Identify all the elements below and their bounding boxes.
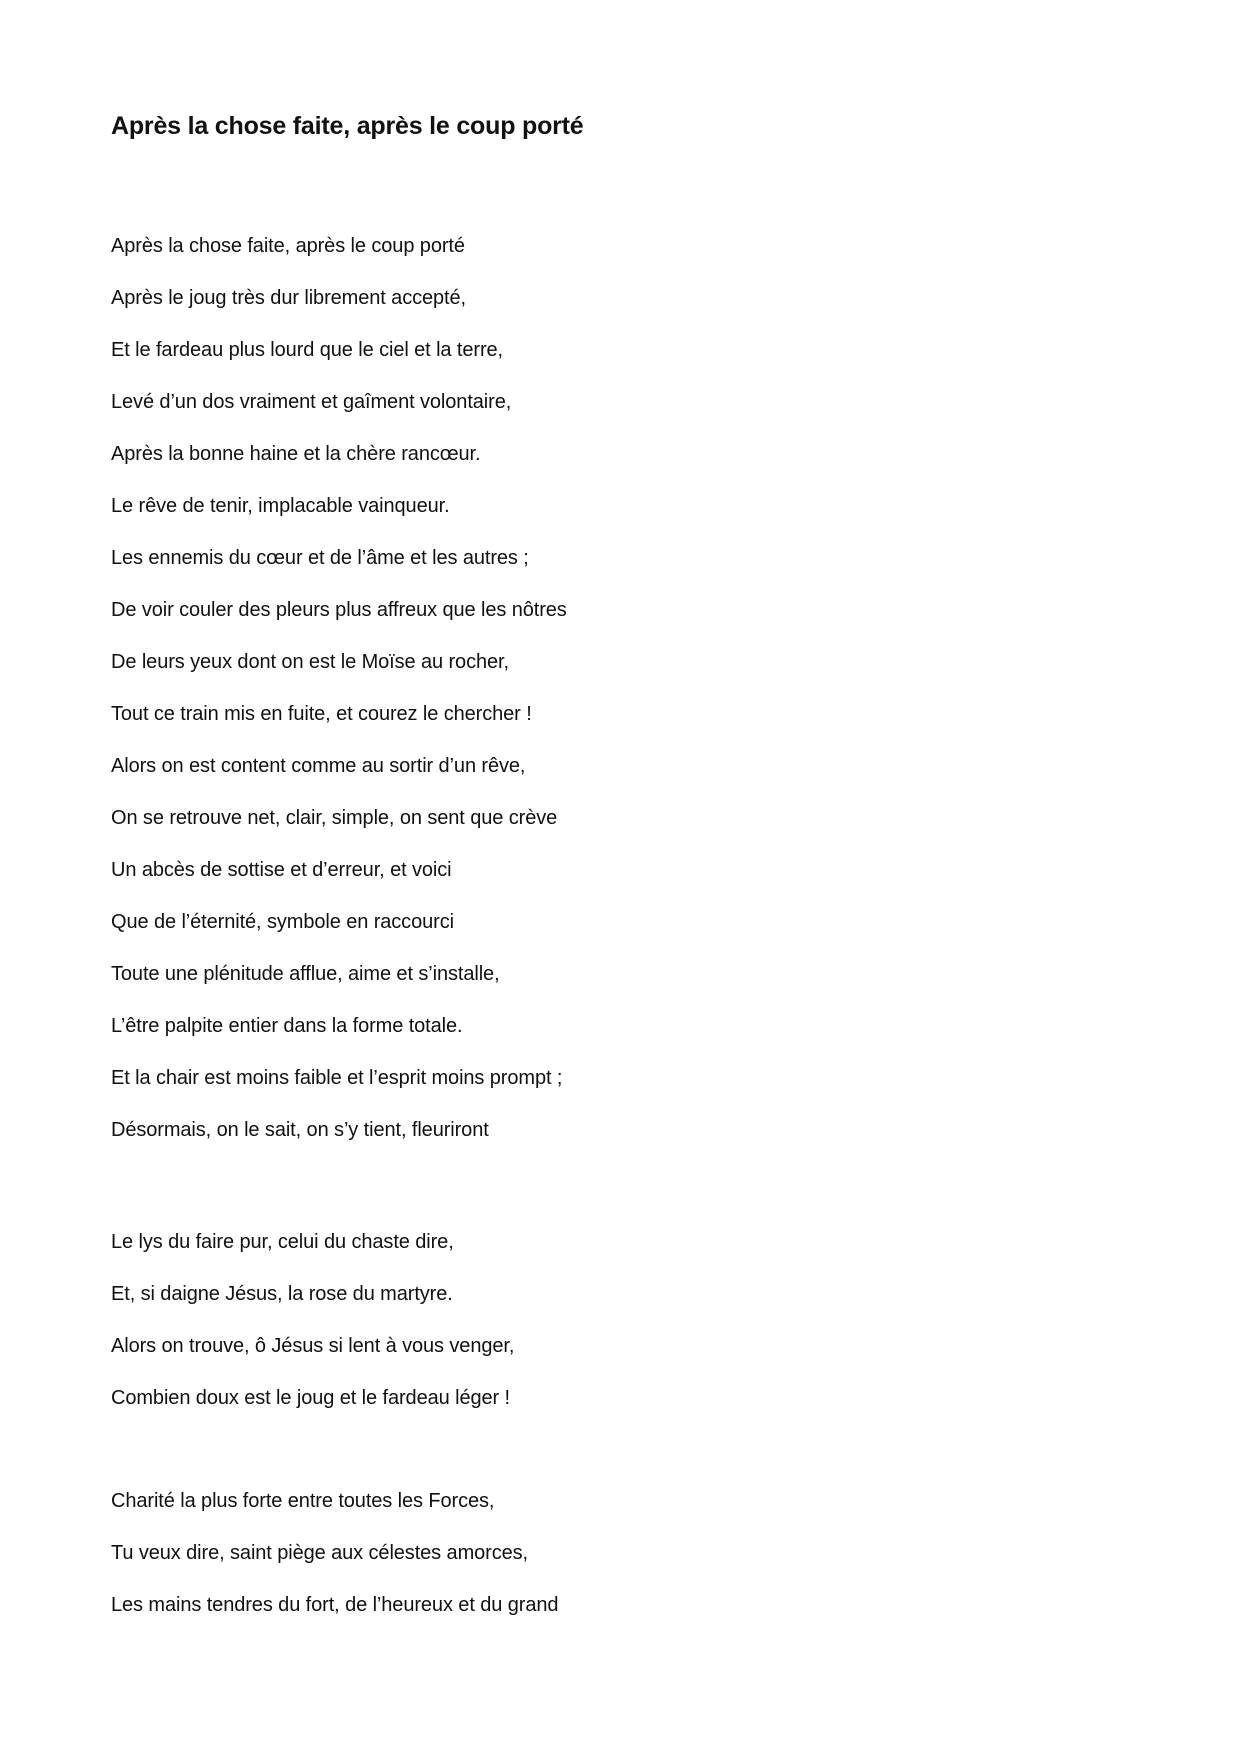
verse-line: Les ennemis du cœur et de l’âme et les autres ; (111, 547, 529, 569)
poem-title: Après la chose faite, après le coup porté (111, 112, 584, 140)
verse-line: Le lys du faire pur, celui du chaste dire, (111, 1231, 454, 1253)
stanza-2 (111, 1216, 514, 1424)
verse-line: Et le fardeau plus lourd que le ciel et la terre, (111, 339, 503, 361)
verse-line: Tout ce train mis en fuite, et courez le chercher ! (111, 703, 532, 725)
stanza-1 (111, 220, 567, 1156)
verse-line: Toute une plénitude afflue, aime et s’installe, (111, 963, 500, 985)
stanza-3 (111, 1475, 558, 1631)
verse-line: Après la bonne haine et la chère rancœur. (111, 443, 481, 465)
verse-line: Levé d’un dos vraiment et gaîment volontaire, (111, 391, 512, 413)
verse-line: On se retrouve net, clair, simple, on sent que crève (111, 807, 558, 829)
verse-line: Et la chair est moins faible et l’esprit moins prompt ; (111, 1067, 563, 1089)
verse-line: Un abcès de sottise et d’erreur, et voici (111, 859, 452, 881)
verse-line: L’être palpite entier dans la forme totale. (111, 1015, 463, 1037)
verse-line: De leurs yeux dont on est le Moïse au rocher, (111, 651, 509, 673)
verse-line: Charité la plus forte entre toutes les Forces, (111, 1490, 495, 1512)
verse-line: Alors on trouve, ô Jésus si lent à vous venger, (111, 1335, 515, 1357)
verse-line: Les mains tendres du fort, de l’heureux et du grand (111, 1594, 559, 1616)
verse-line: Tu veux dire, saint piège aux célestes amorces, (111, 1542, 528, 1564)
verse-line: Alors on est content comme au sortir d’un rêve, (111, 755, 526, 777)
verse-line: Que de l’éternité, symbole en raccourci (111, 911, 454, 933)
verse-line: Et, si daigne Jésus, la rose du martyre. (111, 1283, 453, 1305)
verse-line: Désormais, on le sait, on s’y tient, fleuriront (111, 1119, 489, 1141)
verse-line: Après la chose faite, après le coup porté (111, 235, 465, 257)
verse-line: Le rêve de tenir, implacable vainqueur. (111, 495, 450, 517)
verse-line: De voir couler des pleurs plus affreux que les nôtres (111, 599, 567, 621)
verse-line: Après le joug très dur librement accepté, (111, 287, 466, 309)
verse-line: Combien doux est le joug et le fardeau léger ! (111, 1387, 510, 1409)
